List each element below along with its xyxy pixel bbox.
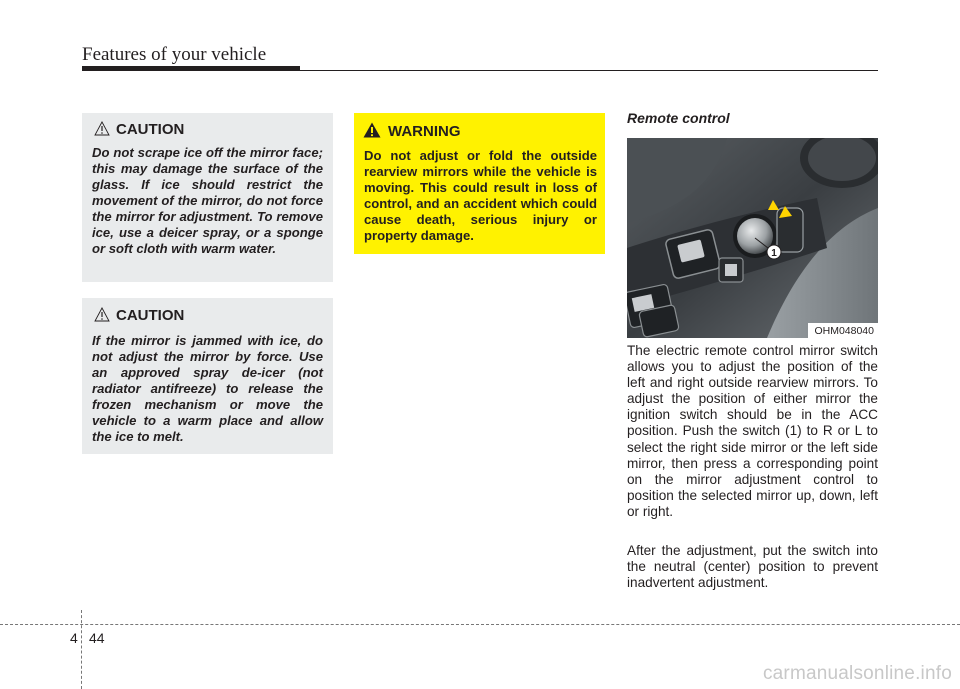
header-rule-thick bbox=[82, 66, 300, 71]
page-number: 44 bbox=[89, 630, 105, 646]
remote-control-paragraph-1: The electric remote control mirror switch allows you to adjust the position of the left and right outside rearview mirrors. To adjust the position of either mirror the ignition switch should be in the ACC position. Push the switch (1) to R or L to select the right side mirror or the left side mirror, then press a corresponding point on the mirror adjustment control to position the selected mirror up, down, left or right. bbox=[627, 343, 878, 519]
image-code-label: OHM048040 bbox=[808, 323, 878, 338]
caution-triangle-icon bbox=[94, 121, 110, 136]
caution-text: Do not scrape ice off the mirror face; this may damage the surface of the glass. If ice should restrict the movement of the mirror, do not force the mirror for adjustment. To remove ice, use a deicer spray, or a sponge or soft cloth with warm water. bbox=[92, 145, 323, 256]
mirror-switch-photo bbox=[627, 138, 878, 338]
chapter-number: 4 bbox=[70, 630, 78, 646]
warning-triangle-icon bbox=[363, 122, 381, 138]
watermark-text: carmanualsonline.info bbox=[762, 663, 952, 684]
caution-heading: CAUTION bbox=[116, 121, 185, 138]
header-rule-thin bbox=[300, 70, 878, 71]
caution-box-jammed-mirror bbox=[82, 298, 333, 454]
caution-heading: CAUTION bbox=[116, 307, 185, 324]
warning-text: Do not adjust or fold the outside rearview mirrors while the vehicle is moving. This could result in loss of control, and an accident which could cause death, serious injury or property damage. bbox=[364, 148, 597, 243]
footer-dashed-divider bbox=[81, 610, 82, 689]
remote-control-heading: Remote control bbox=[627, 110, 730, 126]
caution-text: If the mirror is jammed with ice, do not adjust the mirror by force. Use an approved spray de-icer (not radiator antifreeze) to release the frozen mechanism or move the vehicle to a warm place and allow the ice to melt. bbox=[92, 333, 323, 444]
caution-box-ice-scrape bbox=[82, 113, 333, 282]
remote-control-paragraph-2: After the adjustment, put the switch into the neutral (center) position to prevent inadvertent adjustment. bbox=[627, 543, 878, 591]
door-panel-illustration bbox=[627, 138, 878, 338]
warning-box bbox=[354, 113, 605, 254]
callout-number: 1 bbox=[771, 248, 777, 259]
footer-dashed-rule bbox=[0, 624, 960, 625]
page-header-title: Features of your vehicle bbox=[82, 44, 267, 65]
caution-triangle-icon bbox=[94, 307, 110, 322]
warning-heading: WARNING bbox=[388, 123, 461, 140]
